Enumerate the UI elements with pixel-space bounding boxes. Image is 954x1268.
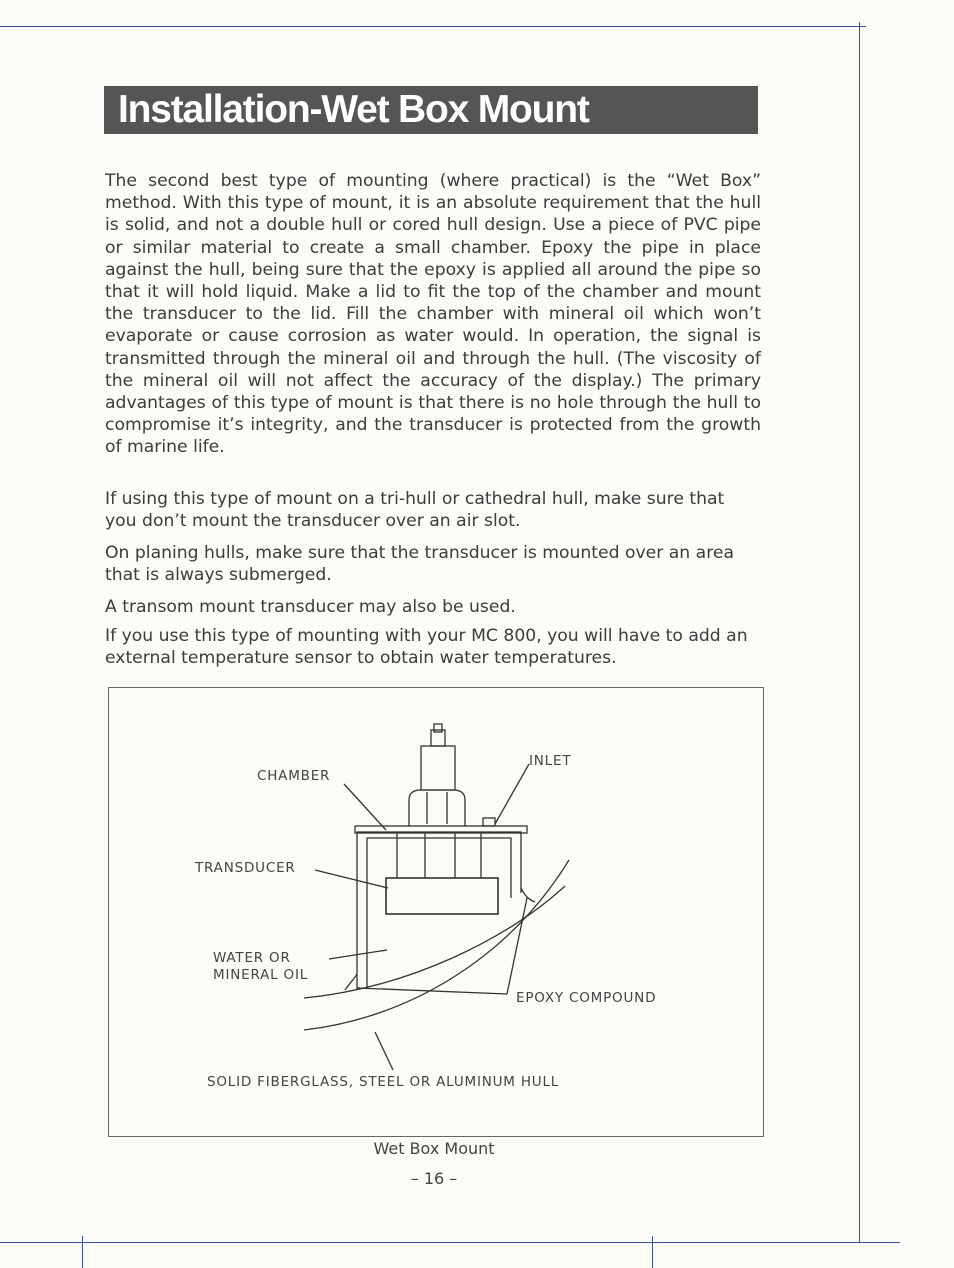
paragraph-temperature-sensor: If you use this type of mounting with your MC 800, you will have to add an external temperature sensor to obtain water temperatures. bbox=[105, 626, 748, 669]
leader-transducer bbox=[315, 870, 388, 888]
label-water-or: WATER OR bbox=[213, 950, 291, 966]
label-hull: SOLID FIBERGLASS, STEEL OR ALUMINUM HULL bbox=[207, 1074, 560, 1090]
page-number: – 16 – bbox=[410, 1169, 458, 1188]
cable-housing bbox=[421, 746, 455, 790]
wet-box-diagram-drawing bbox=[109, 688, 763, 1136]
diagram-lines bbox=[304, 724, 572, 1070]
paragraph-transom-mount: A transom mount transducer may also be used. bbox=[105, 597, 516, 617]
crop-mark-bottom-left bbox=[82, 1236, 83, 1268]
page-edge-top bbox=[0, 26, 866, 27]
figure-caption: Wet Box Mount bbox=[373, 1139, 495, 1158]
leader-inlet bbox=[495, 764, 529, 824]
paragraph-wet-box-method: The second best type of mounting (where practical) is the “Wet Box” method. With this type of mount, it is an absolute requirement that the hull is solid, and not a double hull or cored hull design. Use a piece of PVC pipe or similar material to create a small chamber. Epoxy the pipe in place against the hull, being sure that the epoxy is applied all around the pipe so that it will hold liquid. Make a lid to fit the top of the chamber and mount the transducer to the lid. Fill the chamber with mineral oil which won’t evaporate or cause corrosion as water would. In operation, the signal is transmitted through the mineral oil and through the hull. (The viscosity of the mineral oil will not affect the accuracy of the display.) The primary advantages of this type of mount is that there is no hole through the hull to compromise it’s integrity, and the transducer is protected from the growth of marine life. bbox=[105, 171, 761, 458]
leader-hull bbox=[375, 1032, 393, 1070]
label-chamber: CHAMBER bbox=[257, 768, 331, 784]
section-title: Installation-Wet Box Mount bbox=[118, 88, 589, 131]
page-edge-right bbox=[859, 22, 860, 1242]
diagram-labels bbox=[194, 753, 656, 1090]
chamber-pipe bbox=[357, 832, 521, 990]
label-epoxy-compound: EPOXY COMPOUND bbox=[516, 990, 657, 1006]
leader-chamber bbox=[344, 784, 386, 830]
leader-epoxy-2 bbox=[507, 898, 527, 994]
cable-pin bbox=[434, 724, 442, 732]
label-mineral-oil: MINERAL OIL bbox=[213, 967, 309, 983]
section-title-bar bbox=[104, 86, 758, 134]
paragraph-planing-hulls: On planing hulls, make sure that the transducer is mounted over an area that is always submerged. bbox=[105, 543, 734, 586]
hex-nut bbox=[409, 790, 465, 826]
page-edge-bottom bbox=[0, 1242, 900, 1243]
chamber-inner-wall bbox=[367, 838, 511, 988]
label-inlet: INLET bbox=[529, 753, 572, 769]
leader-water bbox=[329, 950, 387, 959]
epoxy-fillet-right bbox=[521, 888, 535, 902]
wet-box-diagram bbox=[108, 687, 764, 1137]
transducer-element bbox=[386, 878, 498, 914]
label-transducer: TRANSDUCER bbox=[195, 860, 296, 876]
leader-epoxy-1 bbox=[357, 988, 507, 994]
crop-mark-bottom-right bbox=[652, 1236, 653, 1268]
paragraph-tri-hull: If using this type of mount on a tri-hull or cathedral hull, make sure that you don’t mount the transducer over an air slot. bbox=[105, 489, 725, 532]
inlet-fitting bbox=[483, 818, 495, 826]
epoxy-fillet-left bbox=[345, 974, 357, 990]
